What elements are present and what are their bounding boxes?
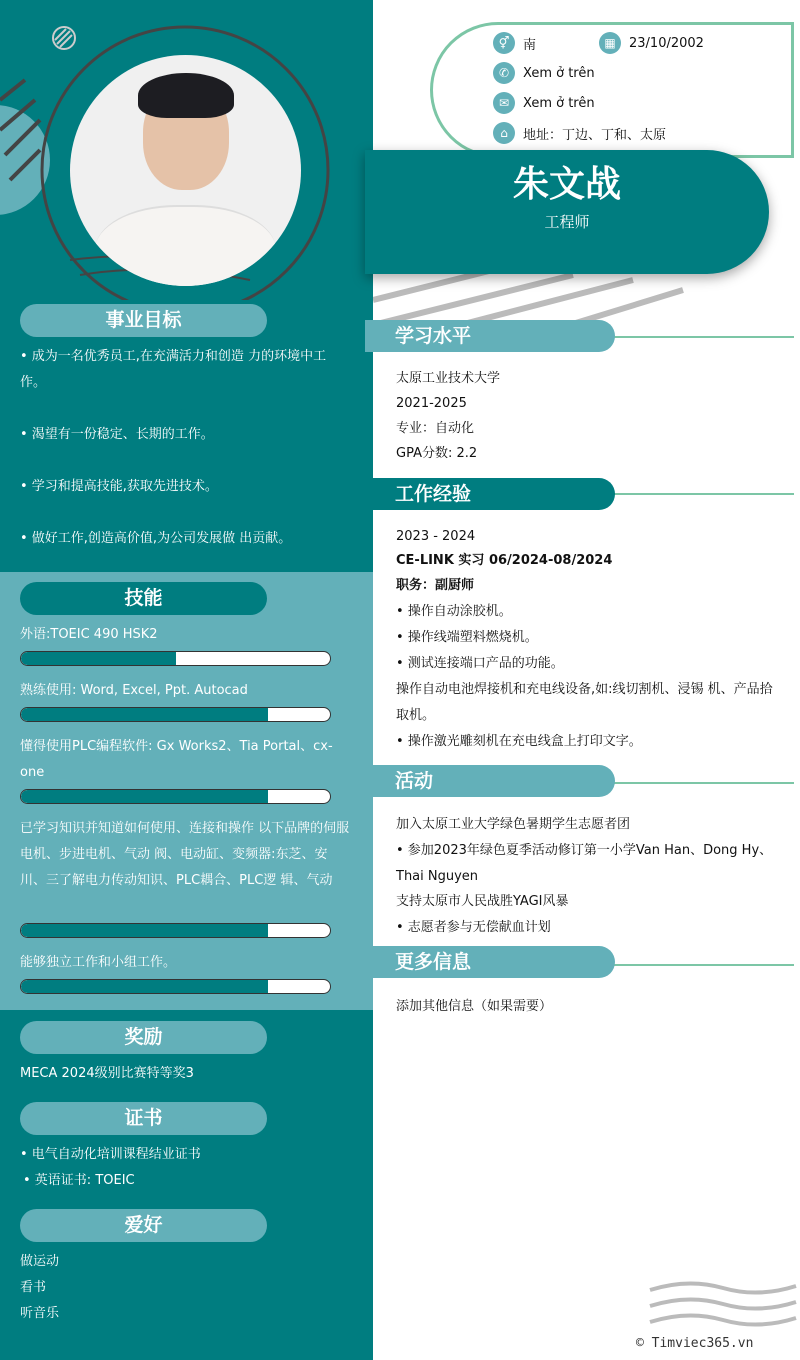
divider-line <box>612 964 794 966</box>
mail-icon: ✉ <box>493 92 515 114</box>
certificate-item: • 英语证书: TOEIC <box>23 1173 135 1188</box>
hobby-item: 看书 <box>20 1280 47 1295</box>
email-value: Xem ở trên <box>523 95 595 111</box>
objective-item: • 学习和提高技能,获取先进技术。 <box>20 479 218 494</box>
skill-bar-fill <box>21 708 268 721</box>
experience-company: CE-LINK 实习 06/2024-08/2024 <box>396 553 613 568</box>
skill-label: 懂得使用PLC编程软件: Gx Works2、Tia Portal、cx-one <box>20 739 333 780</box>
activity-line: • 参加2023年绿色夏季活动修订第一小学Van Han、Dong Hy、Thai Nguyen <box>396 843 773 884</box>
education-line: 2021-2025 <box>396 396 467 411</box>
job-title: 工程师 <box>544 213 590 231</box>
skill-bar <box>20 979 331 994</box>
objective-heading: 事业目标 <box>20 304 267 337</box>
education-line: GPA分数: 2.2 <box>396 446 478 461</box>
gender-value: 南 <box>523 37 537 53</box>
full-name: 朱文战 <box>512 164 621 205</box>
address-value: 地址：丁边、丁和、太原 <box>523 127 667 143</box>
hobby-item: 听音乐 <box>20 1306 60 1321</box>
phone-value: Xem ở trên <box>523 65 595 81</box>
objective-item: • 成为一名优秀员工,在充满活力和创造 力的环境中工作。 <box>20 349 327 390</box>
experience-line: • 操作自动涂胶机。 <box>396 604 512 619</box>
objective-item: • 做好工作,创造高价值,为公司发展做 出贡献。 <box>20 531 292 546</box>
wave-decoration <box>648 1278 798 1333</box>
skills-heading: 技能 <box>20 582 267 615</box>
phone-icon: ✆ <box>493 62 515 84</box>
divider-line <box>612 493 794 495</box>
education-line: 太原工业技术大学 <box>396 371 501 386</box>
skill-bar-fill <box>21 924 268 937</box>
experience-line: 操作自动电池焊接机和充电线设备,如:线切割机、浸锡 机、产品拾取机。 <box>396 682 773 723</box>
skill-label: 外语:TOEIC 490 HSK2 <box>20 627 158 642</box>
skill-bar <box>20 923 331 938</box>
name-banner <box>365 150 769 274</box>
education-heading: 学习水平 <box>365 320 615 352</box>
activities-heading: 活动 <box>365 765 615 797</box>
skill-bar-fill <box>21 652 176 665</box>
skill-bar-fill <box>21 790 268 803</box>
gender-icon: ⚥ <box>493 32 515 54</box>
certificates-heading: 证书 <box>20 1102 267 1135</box>
skill-bar <box>20 789 331 804</box>
activity-line: 支持太原市人民战胜YAGI风暴 <box>396 894 569 909</box>
gender-row <box>493 32 536 54</box>
award-item: MECA 2024级别比赛特等奖3 <box>20 1066 194 1081</box>
experience-line: • 操作线端塑料燃烧机。 <box>396 630 538 645</box>
experience-line: • 测试连接端口产品的功能。 <box>396 656 564 671</box>
skill-label: 熟练使用: Word, Excel, Ppt. Autocad <box>20 683 248 698</box>
dob-value: 23/10/2002 <box>629 35 704 51</box>
activity-line: • 志愿者参与无偿献血计划 <box>396 920 551 935</box>
skill-bar-fill <box>21 980 268 993</box>
address-row <box>493 122 666 144</box>
dob-row <box>599 32 704 54</box>
more-info-heading: 更多信息 <box>365 946 615 978</box>
divider-line <box>612 336 794 338</box>
experience-period: 2023 - 2024 <box>396 529 476 544</box>
skill-bar <box>20 707 331 722</box>
education-line: 专业：自动化 <box>396 421 475 436</box>
calendar-icon: ▦ <box>599 32 621 54</box>
hobbies-heading: 爱好 <box>20 1209 267 1242</box>
awards-heading: 奖励 <box>20 1021 267 1054</box>
more-info-line: 添加其他信息（如果需要） <box>396 999 553 1014</box>
activity-line: 加入太原工业大学绿色暑期学生志愿者团 <box>396 817 631 832</box>
objective-item: • 渴望有一份稳定、长期的工作。 <box>20 427 214 442</box>
skill-bar <box>20 651 331 666</box>
experience-line: • 操作激光雕刻机在充电线盒上打印文字。 <box>396 734 642 749</box>
email-row <box>493 92 595 114</box>
skill-label: 已学习知识并知道如何使用、连接和操作 以下品牌的伺服电机、步进电机、气动 阀、电动缸、变频器:东芝、安川、三了解电力传动知识、PLC耦合、PLC逻 辑、气动 <box>20 821 350 888</box>
certificate-item: • 电气自动化培训课程结业证书 <box>20 1147 201 1162</box>
home-icon: ⌂ <box>493 122 515 144</box>
experience-role: 职务：副厨师 <box>396 578 475 593</box>
watermark: © Timviec365.vn <box>636 1336 754 1351</box>
skill-label: 能够独立工作和小组工作。 <box>20 955 177 970</box>
avatar <box>70 55 301 286</box>
hobby-item: 做运动 <box>20 1254 60 1269</box>
phone-row <box>493 62 595 84</box>
divider-line <box>612 782 794 784</box>
experience-heading: 工作经验 <box>365 478 615 510</box>
